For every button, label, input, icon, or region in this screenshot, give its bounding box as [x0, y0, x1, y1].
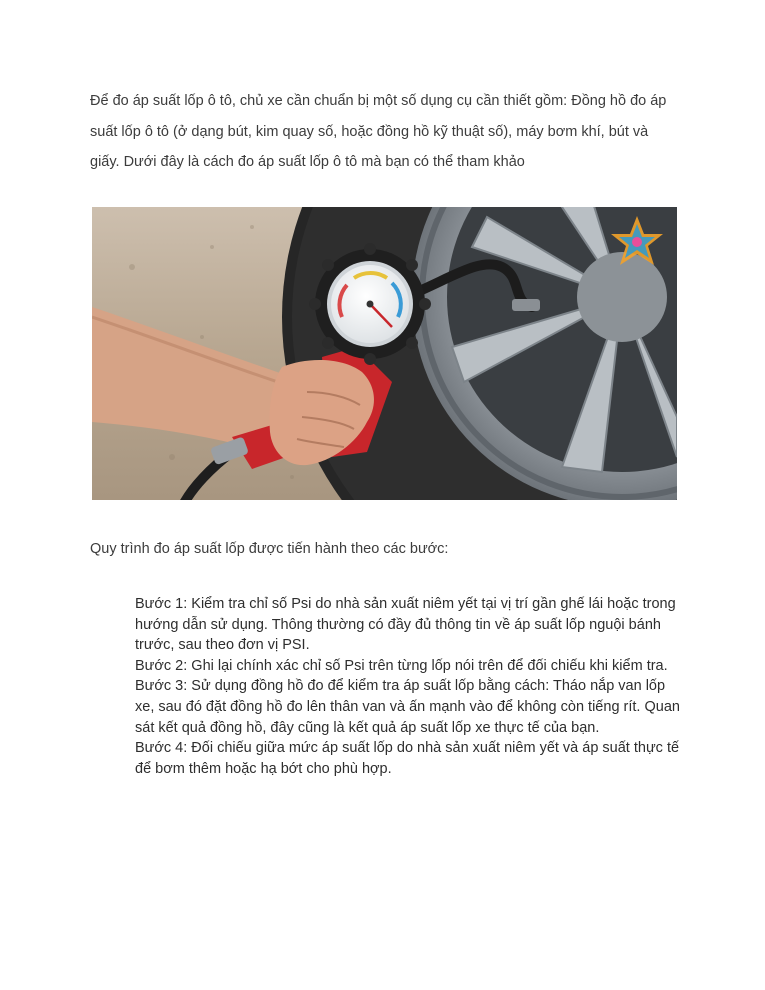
process-title: Quy trình đo áp suất lốp được tiến hành theo các bước: [90, 541, 449, 557]
step-4: Bước 4: Đối chiếu giữa mức áp suất lốp do nhà sản xuất niêm yết và áp suất thực tế để bơm thêm hoặc hạ bớt cho phù hợp. [135, 740, 680, 777]
step-1: Bước 1: Kiểm tra chỉ số Psi do nhà sản xuất niêm yết tại vị trí gần ghế lái hoặc trong hướng dẫn sử dụng. Thông thường có đầy đủ thông tin về áp suất lốp nguội bánh trước, sau theo đơn vị PSI. [135, 596, 676, 654]
step-2: Bước 2: Ghi lại chính xác chỉ số Psi trên từng lốp nói trên để đối chiếu khi kiểm tra. [135, 657, 668, 674]
intro-paragraph: Để đo áp suất lốp ô tô, chủ xe cần chuẩn bị một số dụng cụ cần thiết gồm: Đồng hồ đo áp suất lốp ô tô (ở dạng bút, kim quay số, hoặc đồng hồ kỹ thuật số), máy bơm khí, bút và giấy. Dưới đây là cách đo áp suất lốp ô tô mà bạn có thể tham khảo [90, 93, 667, 170]
process-steps-list [135, 594, 680, 779]
tire-gauge-photo [92, 207, 677, 500]
step-3: Bước 3: Sử dụng đồng hồ đo để kiểm tra áp suất lốp bằng cách: Tháo nắp van lốp xe, sau đó đặt đồng hồ đo lên thân van và ấn mạnh vào để không còn tiếng rít. Quan sát kết quả đồng hồ, đây cũng là kết quả áp suất lốp xe thực tế của bạn. [135, 678, 680, 736]
